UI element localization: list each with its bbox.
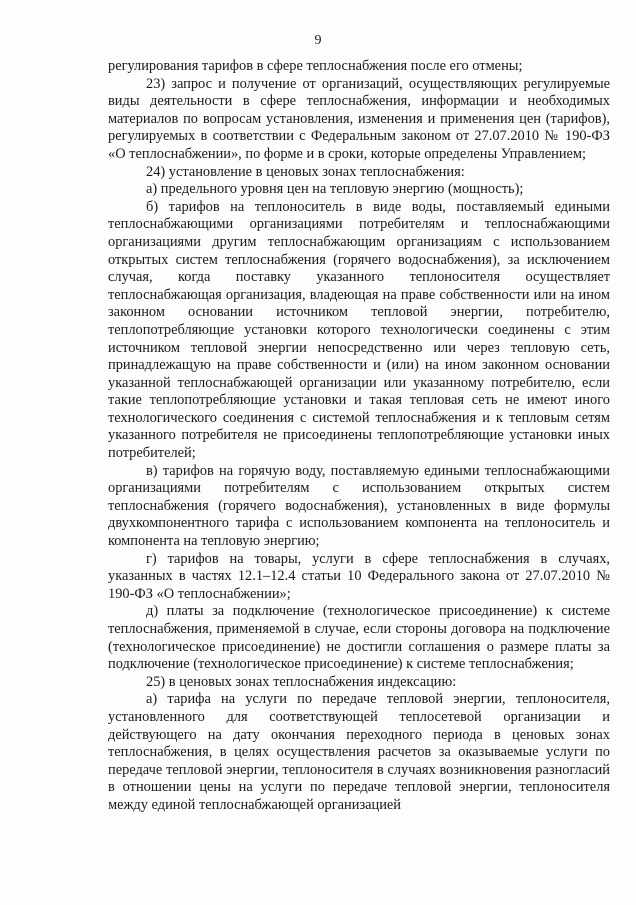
paragraph: в) тарифов на горячую воду, поставляемую едиными теплоснабжающими организациями потребителям с использованием открытых систем теплоснабжения (горячего водоснабжения), установленных в виде формулы двухкомпонентного тарифа с использованием компонента на теплоноситель и компонента на тепловую энергию; <box>108 462 610 550</box>
paragraph: регулирования тарифов в сфере теплоснабжения после его отмены; <box>108 58 523 74</box>
document-body <box>108 58 610 815</box>
paragraph: 24) установление в ценовых зонах теплоснабжения: <box>146 163 465 180</box>
page-number: 9 <box>314 33 322 48</box>
paragraph: а) предельного уровня цен на тепловую энергию (мощность); <box>146 181 524 198</box>
paragraph: 23) запрос и получение от организаций, осуществляющих регулируемые виды деятельности в сфере теплоснабжения, информации и необходимых материалов по вопросам установления, изменения и применения цен (тарифов), регулируемых в соответствии с Федеральным законом от 27.07.2010 № 190-ФЗ «О теплоснабжении», по форме и в сроки, которые определены Управлением; <box>108 75 610 162</box>
paragraph: д) платы за подключение (технологическое присоединение) к системе теплоснабжения, применяемой в случае, если стороны договора на подключение (технологическое присоединение) не достигли соглашения о размере платы за подключение (технологическое присоединение) к системе теплоснабжения; <box>108 603 610 673</box>
paragraph: 25) в ценовых зонах теплоснабжения индексацию: <box>146 673 457 690</box>
paragraph: б) тарифов на теплоноситель в виде воды, поставляемый едиными теплоснабжающими организациями потребителям и теплоснабжающими организациями другим теплоснабжающим организациям с использованием открытых систем теплоснабжения (горячего водоснабжения), за исключением случая, когда поставку указанного теплоносителя осуществляет теплоснабжающая организация, владеющая на праве собственности или на ином законном основании источником тепловой энергии, потребителю, теплопотребляющие установки которого технологически соединены с этим источником тепловой энергии непосредственно или через тепловую сеть, принадлежащую на праве собственности и (или) на ином законном основании указанной теплоснабжающей организации или указанному потребителю, если такие теплопотребляющие установки и такая тепловая сеть не имеют иного технологического соединения с системой теплоснабжения и к тепловым сетям указанного потребителя не присоединены теплопотребляющие установки иных потребителей; <box>108 198 610 462</box>
paragraph: а) тарифа на услуги по передаче тепловой энергии, теплоносителя, установленного для соответствующей теплосетевой организации и действующего на дату окончания переходного периода в ценовых зонах теплоснабжения, в целях осуществления расчетов за оказываемые услуги по передаче тепловой энергии, теплоносителя в случаях возникновения разногласий в отношении цены на услуги по передаче тепловой энергии, теплоносителя между единой теплоснабжающей организацией <box>108 691 610 813</box>
paragraph: г) тарифов на товары, услуги в сфере теплоснабжения в случаях, указанных в частях 12.1–12.4 статьи 10 Федерального закона от 27.07.2010 № 190-ФЗ «О теплоснабжении»; <box>108 550 610 602</box>
